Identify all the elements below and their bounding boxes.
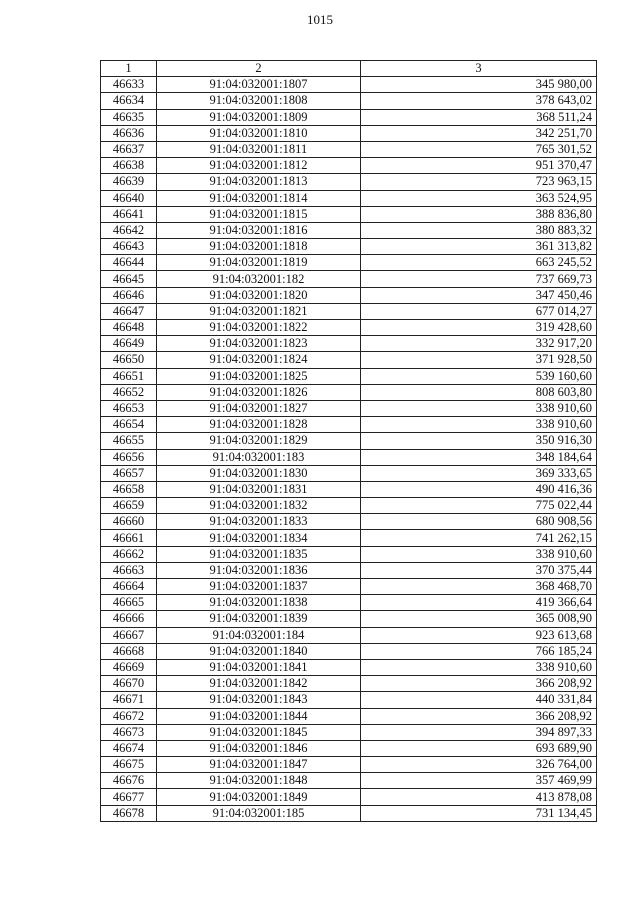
cadastral-value: 338 910,60 [361,546,597,562]
row-number: 46650 [101,352,157,368]
cadastral-number: 91:04:032001:1847 [157,757,361,773]
cadastral-number: 91:04:032001:1841 [157,659,361,675]
row-number: 46644 [101,255,157,271]
cadastral-value: 808 603,80 [361,384,597,400]
cadastral-value: 380 883,32 [361,222,597,238]
cadastral-value: 342 251,70 [361,125,597,141]
cadastral-number: 91:04:032001:1811 [157,141,361,157]
table-row [101,805,597,821]
row-number: 46663 [101,562,157,578]
cadastral-value: 766 185,24 [361,643,597,659]
cadastral-value: 348 184,64 [361,449,597,465]
cadastral-value: 345 980,00 [361,77,597,93]
cadastral-value: 357 469,99 [361,773,597,789]
cadastral-value: 361 313,82 [361,239,597,255]
table-row [101,773,597,789]
cadastral-number: 91:04:032001:182 [157,271,361,287]
cadastral-number: 91:04:032001:183 [157,449,361,465]
table-row [101,627,597,643]
table-row [101,433,597,449]
cadastral-number: 91:04:032001:1828 [157,417,361,433]
row-number: 46671 [101,692,157,708]
table-row [101,368,597,384]
row-number: 46670 [101,676,157,692]
cadastral-value: 440 331,84 [361,692,597,708]
row-number: 46646 [101,287,157,303]
table-row [101,287,597,303]
table-row [101,239,597,255]
table-row [101,141,597,157]
cadastral-value: 490 416,36 [361,481,597,497]
table-row [101,692,597,708]
table-row [101,400,597,416]
cadastral-number: 91:04:032001:1827 [157,400,361,416]
cadastral-value: 365 008,90 [361,611,597,627]
row-number: 46676 [101,773,157,789]
row-number: 46674 [101,740,157,756]
table-row [101,125,597,141]
table-row [101,174,597,190]
cadastral-value: 388 836,80 [361,206,597,222]
column-header-2: 2 [157,61,361,77]
table-row [101,93,597,109]
cadastral-number: 91:04:032001:1843 [157,692,361,708]
cadastral-number: 91:04:032001:1822 [157,320,361,336]
table-row [101,514,597,530]
row-number: 46675 [101,757,157,773]
cadastral-value: 319 428,60 [361,320,597,336]
cadastral-number: 91:04:032001:1845 [157,724,361,740]
cadastral-value: 366 208,92 [361,708,597,724]
table-row [101,546,597,562]
table-row [101,562,597,578]
cadastral-number: 91:04:032001:1849 [157,789,361,805]
cadastral-number: 91:04:032001:1831 [157,481,361,497]
cadastral-value: 775 022,44 [361,498,597,514]
cadastral-value: 363 524,95 [361,190,597,206]
cadastral-number: 91:04:032001:1833 [157,514,361,530]
row-number: 46634 [101,93,157,109]
row-number: 46666 [101,611,157,627]
table-row [101,352,597,368]
table-row [101,724,597,740]
cadastral-number: 91:04:032001:1819 [157,255,361,271]
row-number: 46654 [101,417,157,433]
row-number: 46678 [101,805,157,821]
cadastral-value: 765 301,52 [361,141,597,157]
row-number: 46642 [101,222,157,238]
cadastral-number: 91:04:032001:1848 [157,773,361,789]
cadastral-number: 91:04:032001:185 [157,805,361,821]
cadastral-value: 369 333,65 [361,465,597,481]
cadastral-number: 91:04:032001:1836 [157,562,361,578]
cadastral-number: 91:04:032001:1825 [157,368,361,384]
cadastral-value: 338 910,60 [361,417,597,433]
cadastral-number: 91:04:032001:1814 [157,190,361,206]
cadastral-value: 378 643,02 [361,93,597,109]
table-row [101,190,597,206]
cadastral-number: 91:04:032001:1839 [157,611,361,627]
table-row [101,643,597,659]
cadastral-number: 91:04:032001:1809 [157,109,361,125]
row-number: 46661 [101,530,157,546]
cadastral-number: 91:04:032001:1837 [157,579,361,595]
cadastral-value: 370 375,44 [361,562,597,578]
row-number: 46659 [101,498,157,514]
cadastral-value: 347 450,46 [361,287,597,303]
row-number: 46658 [101,481,157,497]
table-row [101,611,597,627]
row-number: 46637 [101,141,157,157]
row-number: 46648 [101,320,157,336]
cadastral-number: 91:04:032001:1807 [157,77,361,93]
row-number: 46653 [101,400,157,416]
row-number: 46657 [101,465,157,481]
cadastral-number: 91:04:032001:1824 [157,352,361,368]
row-number: 46640 [101,190,157,206]
row-number: 46677 [101,789,157,805]
table-row [101,158,597,174]
row-number: 46647 [101,303,157,319]
cadastral-value: 332 917,20 [361,336,597,352]
column-header-3: 3 [361,61,597,77]
table-row [101,757,597,773]
row-number: 46669 [101,659,157,675]
table-row [101,708,597,724]
cadastral-number: 91:04:032001:1834 [157,530,361,546]
cadastral-number: 91:04:032001:1813 [157,174,361,190]
table-row [101,417,597,433]
cadastral-number: 91:04:032001:1820 [157,287,361,303]
table-row [101,320,597,336]
column-header-1: 1 [101,61,157,77]
table-header-row [101,61,597,77]
cadastral-value: 368 468,70 [361,579,597,595]
cadastral-value: 368 511,24 [361,109,597,125]
table-row [101,789,597,805]
table-row [101,222,597,238]
row-number: 46673 [101,724,157,740]
row-number: 46645 [101,271,157,287]
row-number: 46638 [101,158,157,174]
table-row [101,384,597,400]
cadastral-number: 91:04:032001:1818 [157,239,361,255]
table-row [101,530,597,546]
table-body [101,77,597,822]
cadastral-value: 326 764,00 [361,757,597,773]
row-number: 46643 [101,239,157,255]
cadastral-number: 91:04:032001:1826 [157,384,361,400]
registry-table [100,60,597,822]
cadastral-value: 394 897,33 [361,724,597,740]
cadastral-number: 91:04:032001:1844 [157,708,361,724]
table-row [101,579,597,595]
row-number: 46660 [101,514,157,530]
cadastral-number: 91:04:032001:1832 [157,498,361,514]
cadastral-number: 91:04:032001:1840 [157,643,361,659]
cadastral-value: 923 613,68 [361,627,597,643]
table-row [101,481,597,497]
cadastral-value: 419 366,64 [361,595,597,611]
cadastral-number: 91:04:032001:1812 [157,158,361,174]
cadastral-number: 91:04:032001:1816 [157,222,361,238]
cadastral-value: 741 262,15 [361,530,597,546]
cadastral-number: 91:04:032001:1829 [157,433,361,449]
row-number: 46636 [101,125,157,141]
row-number: 46662 [101,546,157,562]
cadastral-number: 91:04:032001:1810 [157,125,361,141]
cadastral-value: 350 916,30 [361,433,597,449]
cadastral-value: 663 245,52 [361,255,597,271]
row-number: 46665 [101,595,157,611]
table-row [101,449,597,465]
cadastral-value: 338 910,60 [361,659,597,675]
cadastral-value: 338 910,60 [361,400,597,416]
cadastral-value: 680 908,56 [361,514,597,530]
row-number: 46655 [101,433,157,449]
cadastral-value: 737 669,73 [361,271,597,287]
row-number: 46649 [101,336,157,352]
cadastral-number: 91:04:032001:1808 [157,93,361,109]
cadastral-number: 91:04:032001:1835 [157,546,361,562]
cadastral-value: 693 689,90 [361,740,597,756]
table-row [101,303,597,319]
table-row [101,206,597,222]
cadastral-number: 91:04:032001:1842 [157,676,361,692]
table-row [101,595,597,611]
row-number: 46672 [101,708,157,724]
cadastral-number: 91:04:032001:1821 [157,303,361,319]
table-row [101,676,597,692]
table-row [101,498,597,514]
row-number: 46633 [101,77,157,93]
cadastral-value: 677 014,27 [361,303,597,319]
cadastral-value: 366 208,92 [361,676,597,692]
cadastral-value: 539 160,60 [361,368,597,384]
cadastral-number: 91:04:032001:1815 [157,206,361,222]
cadastral-number: 91:04:032001:184 [157,627,361,643]
cadastral-number: 91:04:032001:1846 [157,740,361,756]
row-number: 46652 [101,384,157,400]
cadastral-value: 731 134,45 [361,805,597,821]
table-row [101,465,597,481]
cadastral-value: 723 963,15 [361,174,597,190]
table-row [101,255,597,271]
cadastral-value: 371 928,50 [361,352,597,368]
cadastral-number: 91:04:032001:1838 [157,595,361,611]
table-row [101,77,597,93]
page-number: 1015 [307,12,333,27]
cadastral-number: 91:04:032001:1823 [157,336,361,352]
row-number: 46635 [101,109,157,125]
cadastral-value: 951 370,47 [361,158,597,174]
table-row [101,659,597,675]
table-row [101,336,597,352]
row-number: 46641 [101,206,157,222]
table-row [101,740,597,756]
cadastral-value: 413 878,08 [361,789,597,805]
row-number: 46667 [101,627,157,643]
row-number: 46651 [101,368,157,384]
cadastral-number: 91:04:032001:1830 [157,465,361,481]
table-row [101,271,597,287]
row-number: 46668 [101,643,157,659]
table-row [101,109,597,125]
row-number: 46639 [101,174,157,190]
row-number: 46664 [101,579,157,595]
row-number: 46656 [101,449,157,465]
